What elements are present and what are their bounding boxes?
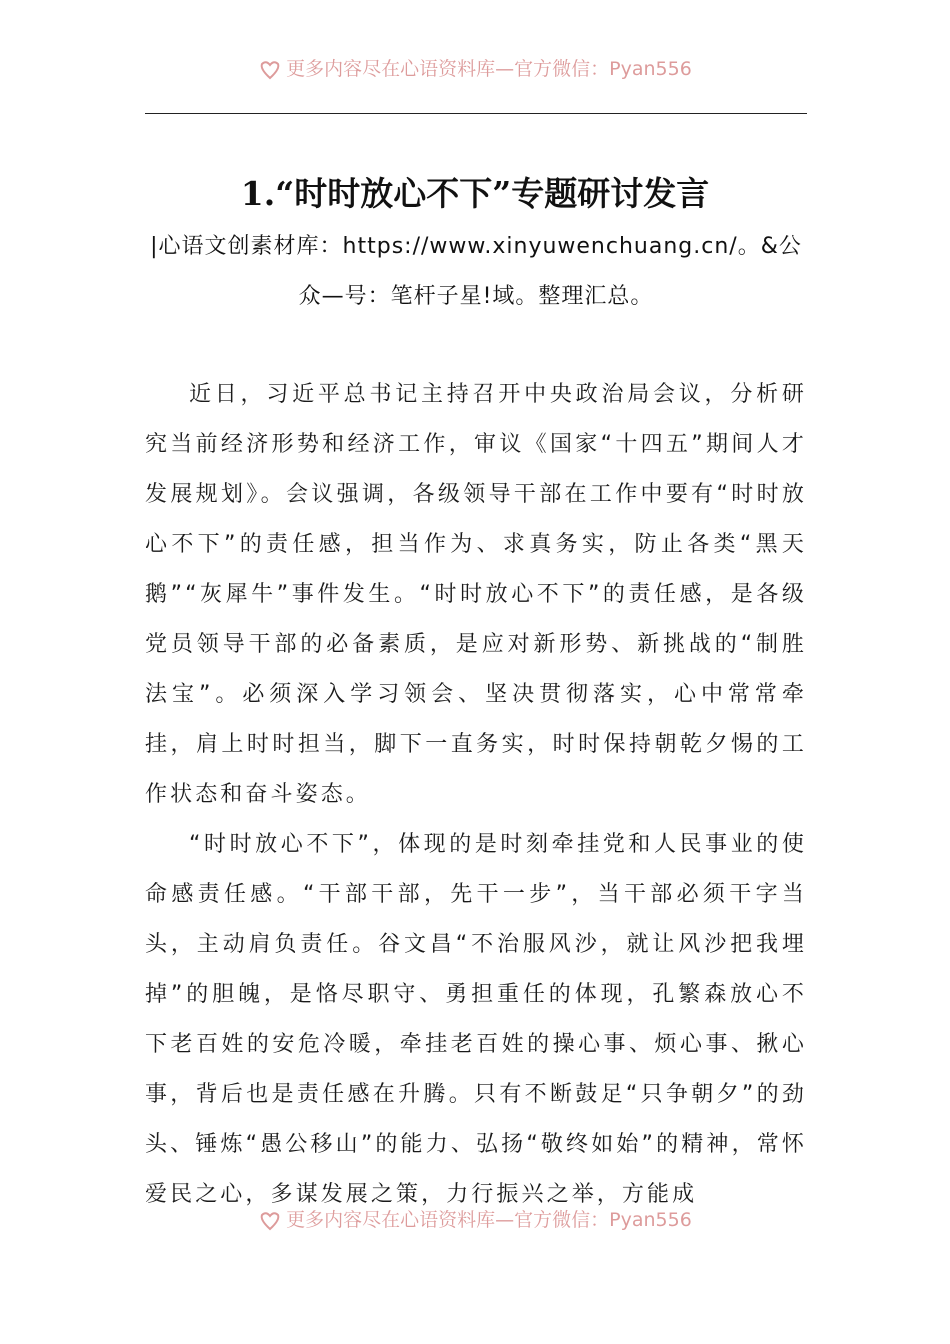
- header-watermark: [0, 54, 950, 84]
- watermark-text: 更多内容尽在心语资料库—官方微信：Pyan556: [286, 1209, 692, 1231]
- source-note: |心语文创素材库：https://www.xinyuwenchuang.cn/。&公众—号：笔杆子星!域。整理汇总。: [150, 234, 802, 309]
- document-body: [145, 370, 807, 1215]
- paragraph: “时时放心不下”，体现的是时刻牵挂党和人民事业的使命感责任感。“干部干部，先干一步”，当干部必须干字当头，主动肩负责任。谷文昌“不治服风沙，就让风沙把我埋掉”的胆魄，是恪尽职守、勇担重任的体现，孔繁森放心不下老百姓的安危冷暖，牵挂老百姓的操心事、烦心事、揪心事，背后也是责任感在升腾。只有不断鼓足“只争朝夕”的劲头、锤炼“愚公移山”的能力、弘扬“敬终如始”的精神，常怀爱民之心，多谋发展之策，力行振兴之举，方能成: [145, 832, 807, 1207]
- paragraph: 近日，习近平总书记主持召开中央政治局会议，分析研究当前经济形势和经济工作，审议《国家“十四五”期间人才发展规划》。会议强调，各级领导干部在工作中要有“时时放心不下”的责任感，担当作为、求真务实，防止各类“黑天鹅”“灰犀牛”事件发生。“时时放心不下”的责任感，是各级党员领导干部的必备素质，是应对新形势、新挑战的“制胜法宝”。必须深入学习领会、坚决贯彻落实，心中常常牵挂，肩上时时担当，脚下一直务实，时时保持朝乾夕惕的工作状态和奋斗姿态。: [145, 382, 807, 807]
- document-title: 1.“时时放心不下”专题研讨发言: [240, 174, 710, 213]
- watermark-text: 更多内容尽在心语资料库—官方微信：Pyan556: [286, 58, 692, 80]
- heart-logo-icon: [258, 1211, 282, 1231]
- heart-logo-icon: [258, 60, 282, 80]
- footer-watermark: [0, 1205, 950, 1235]
- header-divider: [145, 113, 807, 114]
